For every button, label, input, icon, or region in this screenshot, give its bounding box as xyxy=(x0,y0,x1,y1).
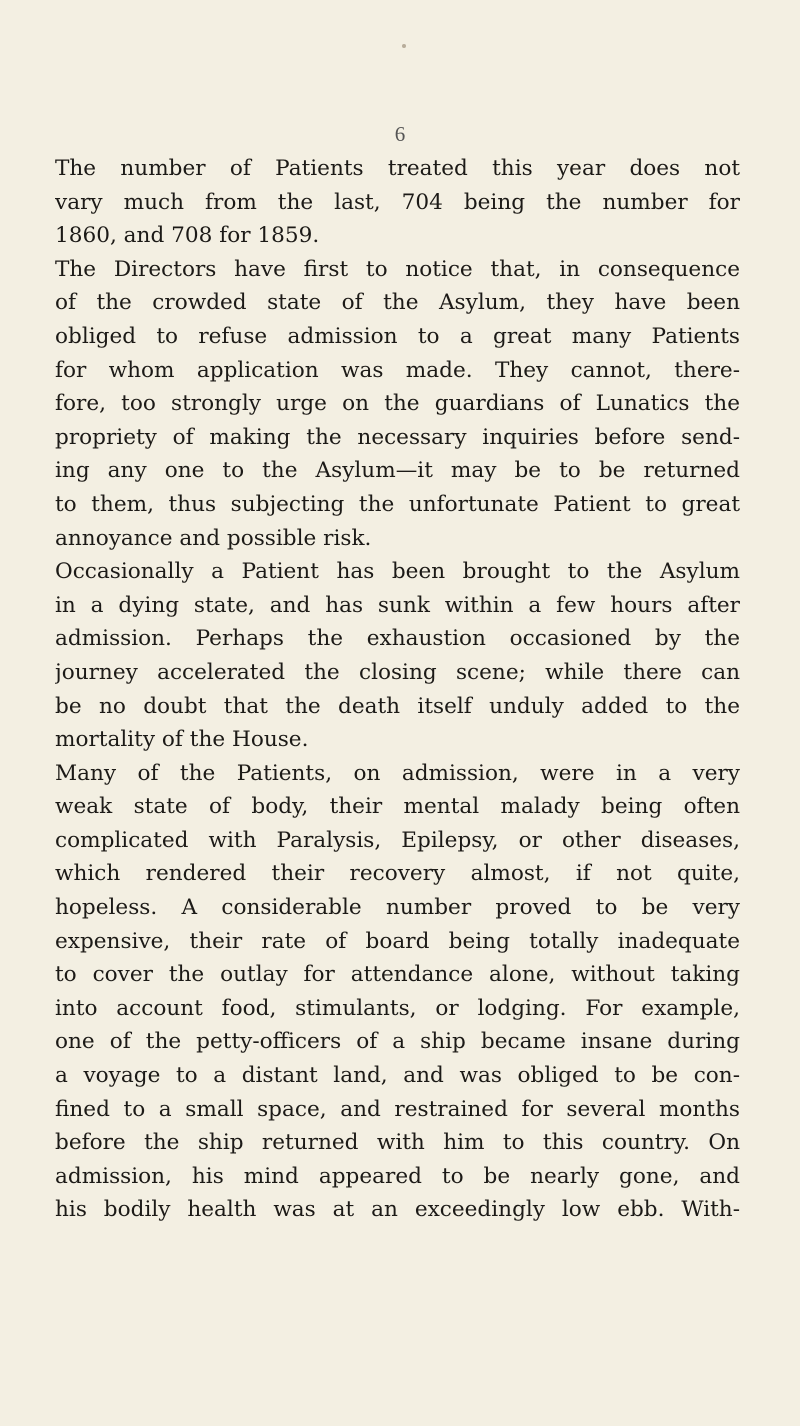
text-line: propriety of making the necessary inquiries before send- xyxy=(55,424,740,450)
text-line: ing any one to the Asylum—it may be to be returned xyxy=(55,458,740,484)
text-line: his bodily health was at an exceedingly low ebb. With- xyxy=(55,1197,740,1223)
text-line: journey accelerated the closing scene; while there can xyxy=(55,659,740,685)
text-line: annoyance and possible risk. xyxy=(55,525,372,551)
text-line: for whom application was made. They cannot, there- xyxy=(55,357,740,383)
text-line: weak state of body, their mental malady being often xyxy=(55,794,740,820)
text-line: admission. Perhaps the exhaustion occasioned by the xyxy=(55,626,740,652)
text-line: to them, thus subjecting the unfortunate Patient to great xyxy=(55,491,740,517)
paragraph xyxy=(55,253,740,555)
text-line: The Directors have first to notice that, in consequence xyxy=(55,256,740,282)
text-line: before the ship returned with him to this country. On xyxy=(55,1130,740,1156)
text-line: to cover the outlay for attendance alone, without taking xyxy=(55,962,740,988)
text-line: 1860, and 708 for 1859. xyxy=(55,223,320,249)
text-line: in a dying state, and has sunk within a few hours after xyxy=(55,592,740,618)
text-line: be no doubt that the death itself unduly added to the xyxy=(55,693,740,719)
text-line: Occasionally a Patient has been brought to the Asylum xyxy=(55,559,740,585)
text-line: fined to a small space, and restrained for several months xyxy=(55,1096,740,1122)
text-line: into account food, stimulants, or lodging. For example, xyxy=(55,995,740,1021)
text-line: of the crowded state of the Asylum, they have been xyxy=(55,290,740,316)
text-line: a voyage to a distant land, and was obliged to be con- xyxy=(55,1063,740,1089)
paragraph xyxy=(55,757,740,1227)
text-line: mortality of the House. xyxy=(55,727,309,753)
text-line: which rendered their recovery almost, if not quite, xyxy=(55,861,740,887)
text-line: Many of the Patients, on admission, were in a very xyxy=(55,760,740,786)
paragraph xyxy=(55,555,740,757)
text-line: expensive, their rate of board being totally inadequate xyxy=(55,928,740,954)
body-text xyxy=(55,152,740,1227)
text-line: vary much from the last, 704 being the number for xyxy=(55,189,740,215)
text-line: admission, his mind appeared to be nearly gone, and xyxy=(55,1163,740,1189)
text-line: one of the petty-officers of a ship became insane during xyxy=(55,1029,740,1055)
text-line: hopeless. A considerable number proved to be very xyxy=(55,895,740,921)
text-line: obliged to refuse admission to a great many Patients xyxy=(55,323,740,349)
text-line: The number of Patients treated this year does not xyxy=(55,156,740,181)
page-number: 6 xyxy=(394,122,406,146)
text-line: fore, too strongly urge on the guardians of Lunatics the xyxy=(55,391,740,417)
paper-speck xyxy=(402,44,406,48)
text-line: complicated with Paralysis, Epilepsy, or other diseases, xyxy=(55,827,740,853)
paragraph xyxy=(55,152,740,253)
